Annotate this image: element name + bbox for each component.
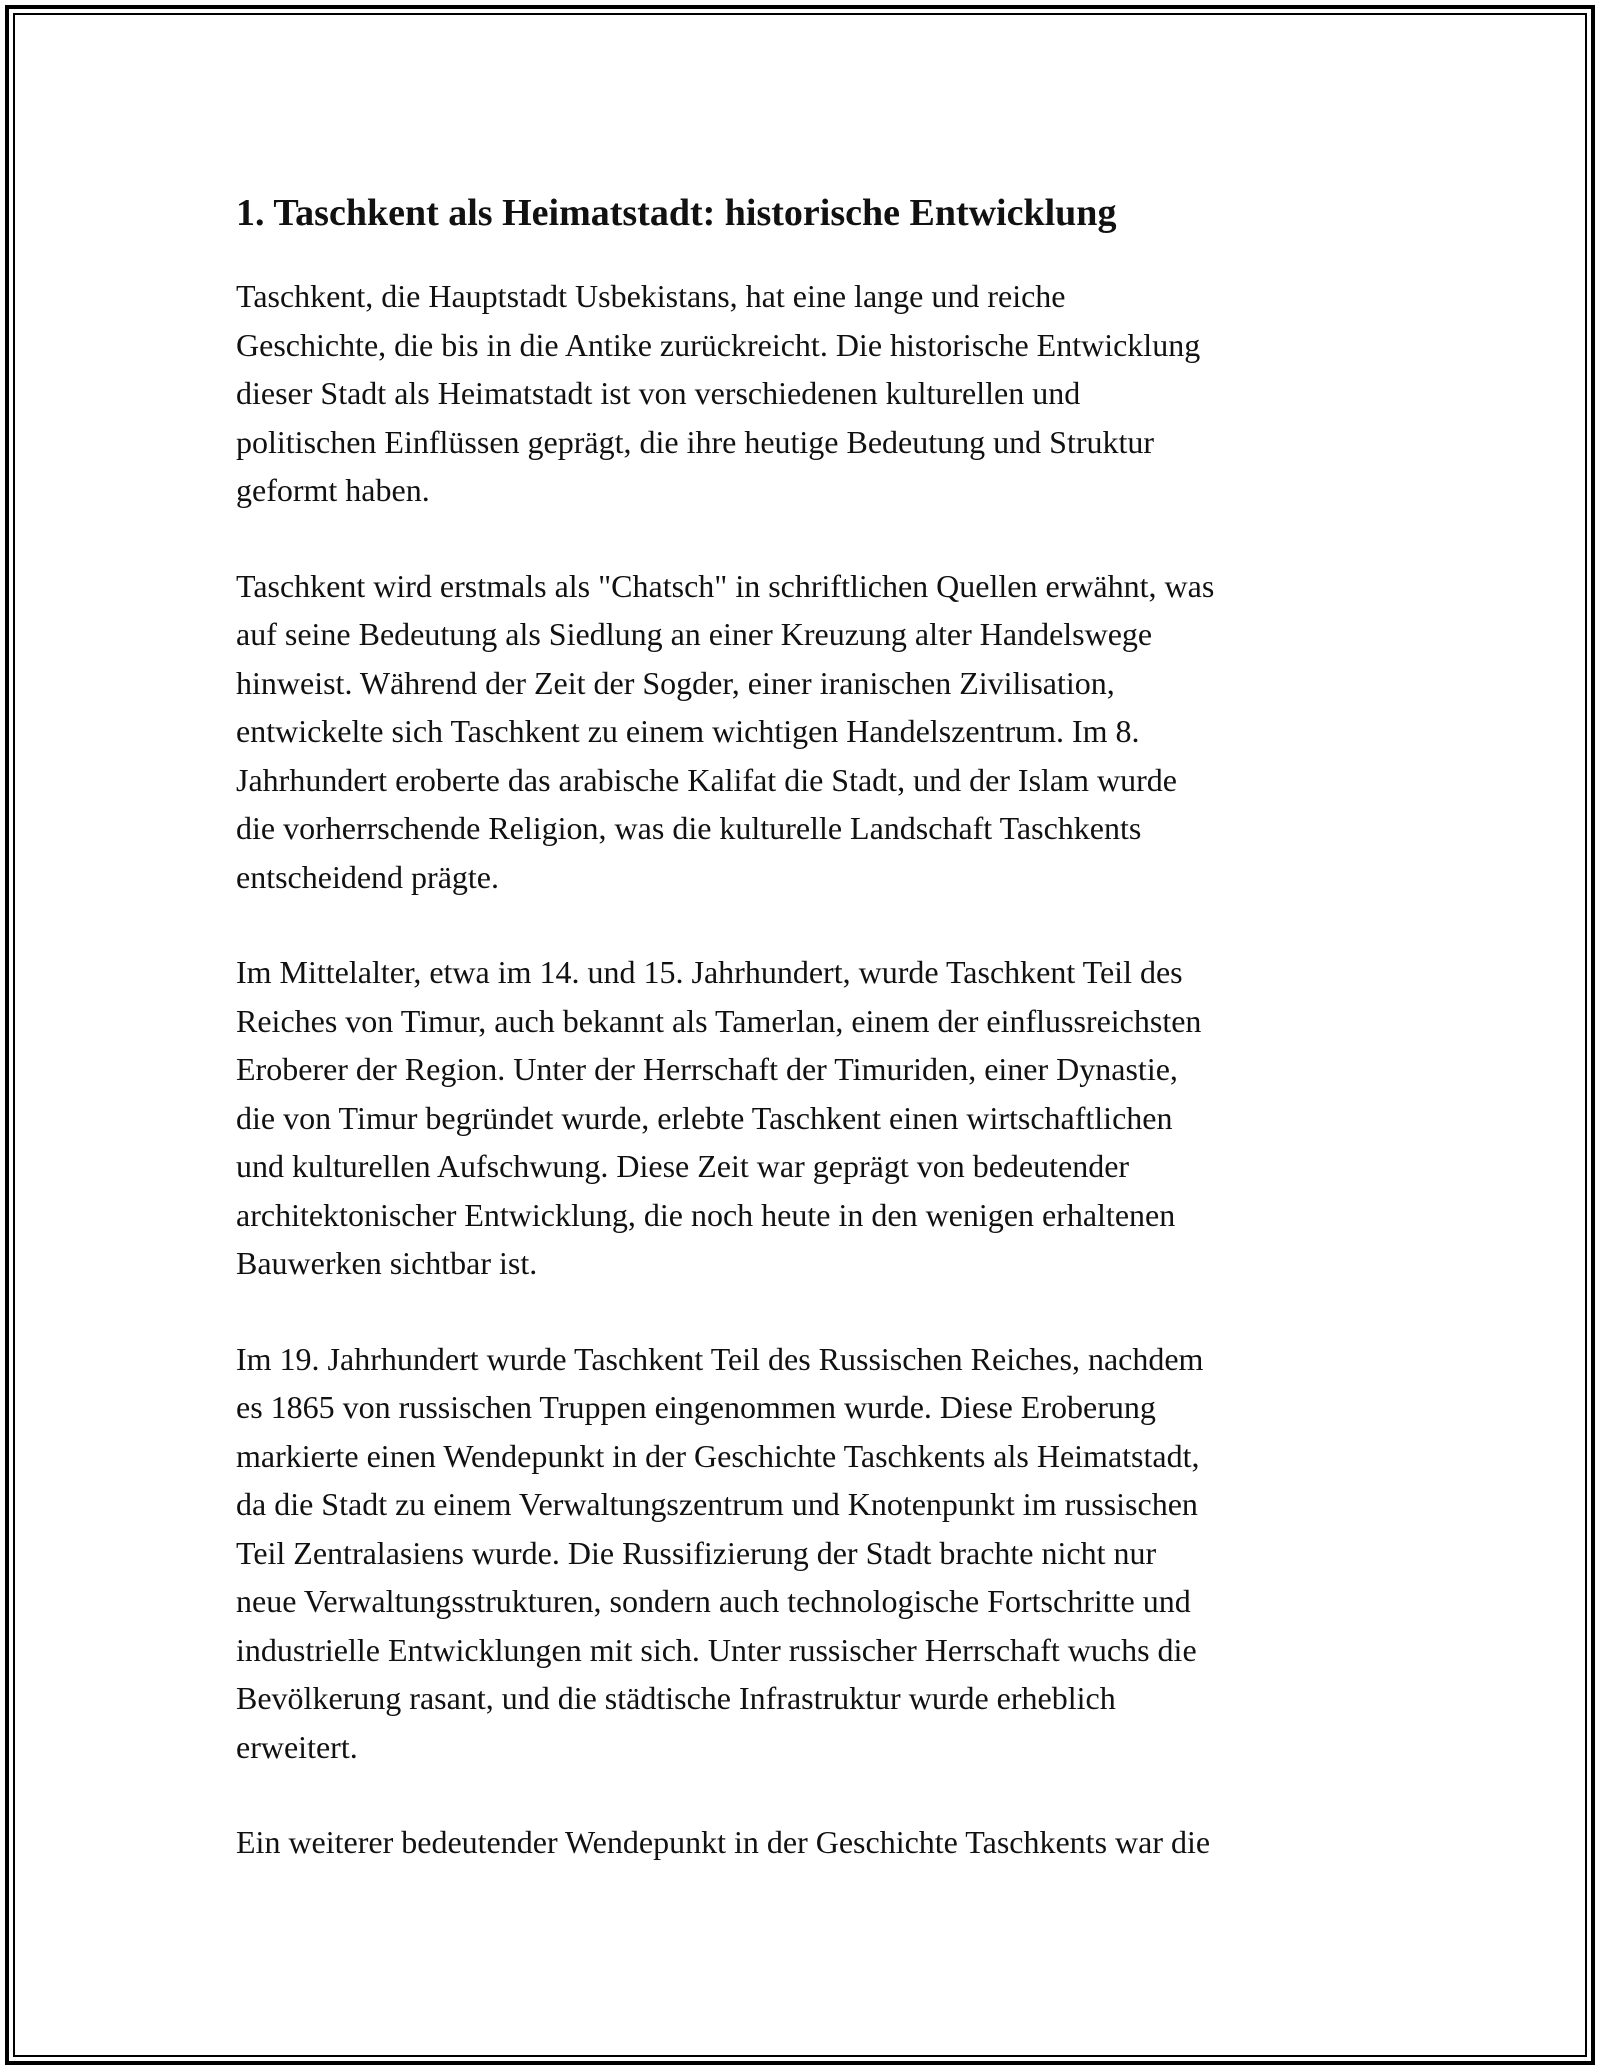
text-line: Teil Zentralasiens wurde. Die Russifizierung der Stadt brachte nicht nur: [236, 1534, 1157, 1571]
text-line: da die Stadt zu einem Verwaltungszentrum und Knotenpunkt im russischen: [236, 1486, 1198, 1522]
text-line: die vorherrschende Religion, was die kulturelle Landschaft Taschkents: [236, 810, 1142, 846]
paragraph: [236, 948, 1376, 1288]
text-line: die von Timur begründet wurde, erlebte Taschkent einen wirtschaftlichen: [236, 1099, 1173, 1136]
paragraph: [236, 1818, 1376, 1867]
text-line: Jahrhundert eroberte das arabische Kalifat die Stadt, und der Islam wurde: [236, 761, 1177, 798]
text-line: neue Verwaltungsstrukturen, sondern auch technologische Fortschritte und: [236, 1583, 1191, 1619]
text-line: politischen Einflüssen geprägt, die ihre heutige Bedeutung und Struktur: [236, 423, 1155, 460]
text-line: Eroberer der Region. Unter der Herrschaft der Timuriden, einer Dynastie,: [236, 1051, 1178, 1087]
text-line: Im 19. Jahrhundert wurde Taschkent Teil des Russischen Reiches, nachdem: [236, 1340, 1204, 1377]
text-line: Geschichte, die bis in die Antike zurückreicht. Die historische Entwicklung: [236, 326, 1201, 363]
text-line: auf seine Bedeutung als Siedlung an einer Kreuzung alter Handelswege: [236, 616, 1153, 652]
text-line: entwickelte sich Taschkent zu einem wichtigen Handelszentrum. Im 8.: [236, 713, 1140, 749]
text-line: industrielle Entwicklungen mit sich. Unter russischer Herrschaft wuchs die: [236, 1631, 1197, 1668]
text-line: Ein weiterer bedeutender Wendepunkt in der Geschichte Taschkents war die: [236, 1824, 1211, 1860]
text-line: und kulturellen Aufschwung. Diese Zeit war geprägt von bedeutender: [236, 1148, 1130, 1184]
text-line: Im Mittelalter, etwa im 14. und 15. Jahrhundert, wurde Taschkent Teil des: [236, 954, 1183, 990]
text-line: entscheidend prägte.: [236, 858, 499, 895]
text-line: Bauwerken sichtbar ist.: [236, 1245, 538, 1281]
paragraph: [236, 1335, 1376, 1772]
section-heading: 1. Taschkent als Heimatstadt: historische Entwicklung: [236, 192, 1117, 234]
text-line: Taschkent wird erstmals als "Chatsch" in schriftlichen Quellen erwähnt, was: [236, 567, 1215, 604]
paragraph: [236, 272, 1376, 515]
text-line: erweitert.: [236, 1728, 358, 1765]
text-line: es 1865 von russischen Truppen eingenommen wurde. Diese Eroberung: [236, 1389, 1156, 1425]
text-line: Taschkent, die Hauptstadt Usbekistans, hat eine lange und reiche: [236, 278, 1066, 314]
paragraph: [236, 562, 1376, 902]
text-line: architektonischer Entwicklung, die noch heute in den wenigen erhaltenen: [236, 1196, 1176, 1233]
text-line: Bevölkerung rasant, und die städtische Infrastruktur wurde erheblich: [236, 1680, 1116, 1716]
text-line: Reiches von Timur, auch bekannt als Tamerlan, einem der einflussreichsten: [236, 1002, 1202, 1039]
text-line: dieser Stadt als Heimatstadt ist von verschiedenen kulturellen und: [236, 375, 1081, 411]
text-line: hinweist. Während der Zeit der Sogder, einer iranischen Zivilisation,: [236, 664, 1115, 701]
text-line: geformt haben.: [236, 472, 430, 508]
document-body: [236, 186, 1376, 1914]
text-line: markierte einen Wendepunkt in der Geschichte Taschkents als Heimatstadt,: [236, 1437, 1200, 1474]
